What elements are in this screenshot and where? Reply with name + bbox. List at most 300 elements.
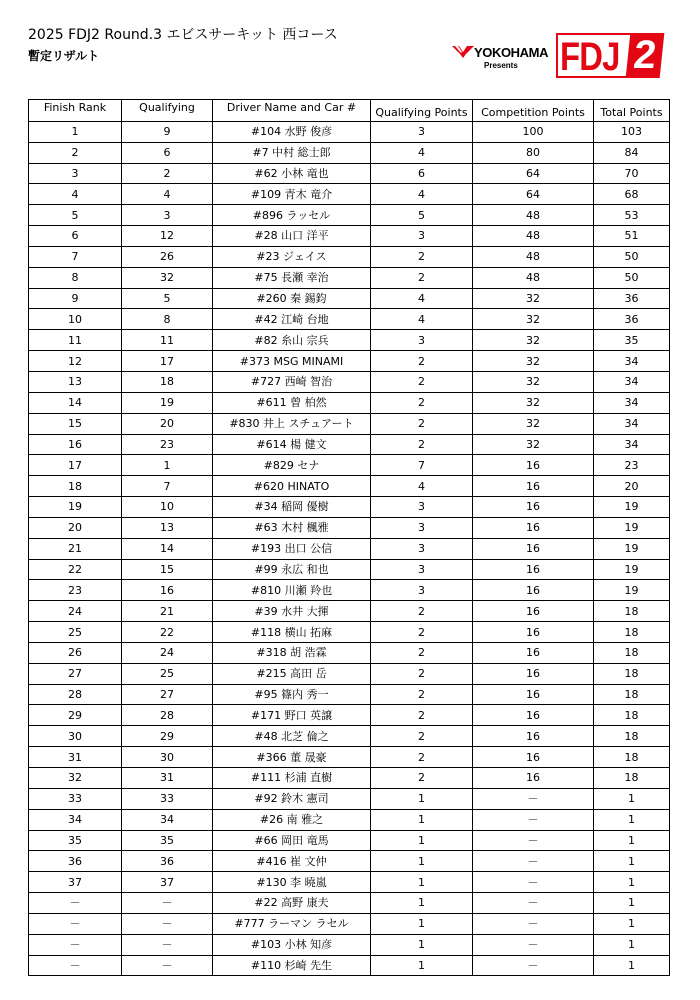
table-row: [29, 809, 670, 830]
total-points-cell: 35: [594, 330, 670, 351]
total-points-cell: 34: [594, 413, 670, 434]
total-points-cell: 68: [594, 184, 670, 205]
table-row: [29, 476, 670, 497]
total-points-cell: 36: [594, 288, 670, 309]
competition-points-cell: 32: [473, 351, 594, 372]
total-points-cell: 19: [594, 559, 670, 580]
driver-cell: #727 西崎 智治: [213, 371, 371, 392]
competition-points-cell: 32: [473, 413, 594, 434]
total-points-cell: 19: [594, 580, 670, 601]
finish-rank-cell: 29: [29, 705, 122, 726]
qualifying-points-cell: 2: [371, 601, 473, 622]
finish-rank-cell: 37: [29, 872, 122, 893]
table-row: [29, 226, 670, 247]
total-points-cell: 18: [594, 684, 670, 705]
qualifying-points-cell: 2: [371, 246, 473, 267]
qualifying-points-cell: 2: [371, 747, 473, 768]
finish-rank-cell: 27: [29, 663, 122, 684]
table-row: [29, 371, 670, 392]
total-points-cell: 1: [594, 934, 670, 955]
total-points-cell: 1: [594, 830, 670, 851]
driver-cell: #896 ラッセル: [213, 205, 371, 226]
driver-cell: #75 長瀬 幸治: [213, 267, 371, 288]
finish-rank-cell: 15: [29, 413, 122, 434]
qualifying-cell: 18: [122, 371, 213, 392]
sponsor-tagline: Presents: [484, 61, 518, 70]
qualifying-points-cell: 1: [371, 934, 473, 955]
driver-cell: #42 江崎 台地: [213, 309, 371, 330]
table-header-row: [29, 100, 670, 122]
driver-cell: #109 青木 竜介: [213, 184, 371, 205]
qualifying-cell: 7: [122, 476, 213, 497]
total-points-cell: 34: [594, 351, 670, 372]
driver-cell: #103 小林 知彦: [213, 934, 371, 955]
finish-rank-cell: 3: [29, 163, 122, 184]
driver-cell: #48 北芝 倫之: [213, 726, 371, 747]
qualifying-points-cell: 2: [371, 622, 473, 643]
total-points-cell: 1: [594, 955, 670, 976]
results-body: [29, 121, 670, 976]
finish-rank-cell: 26: [29, 642, 122, 663]
qualifying-points-cell: 2: [371, 768, 473, 789]
competition-points-cell: 48: [473, 226, 594, 247]
qualifying-points-cell: 2: [371, 726, 473, 747]
total-points-cell: 18: [594, 726, 670, 747]
table-row: [29, 768, 670, 789]
finish-rank-cell: 6: [29, 226, 122, 247]
driver-cell: #614 楊 健文: [213, 434, 371, 455]
qualifying-points-cell: 3: [371, 121, 473, 142]
driver-cell: #63 木村 楓雅: [213, 517, 371, 538]
qualifying-points-cell: 1: [371, 809, 473, 830]
total-points-cell: 18: [594, 768, 670, 789]
finish-rank-cell: 32: [29, 768, 122, 789]
total-points-cell: 34: [594, 434, 670, 455]
qualifying-points-cell: 3: [371, 330, 473, 351]
finish-rank-cell: 8: [29, 267, 122, 288]
finish-rank-cell: －: [29, 913, 122, 934]
qualifying-points-cell: 2: [371, 351, 473, 372]
qualifying-cell: 33: [122, 788, 213, 809]
table-row: [29, 622, 670, 643]
qualifying-points-cell: 1: [371, 872, 473, 893]
competition-points-cell: 32: [473, 371, 594, 392]
total-points-cell: 19: [594, 497, 670, 518]
table-row: [29, 893, 670, 914]
qualifying-cell: －: [122, 913, 213, 934]
driver-cell: #39 水井 大揮: [213, 601, 371, 622]
table-row: [29, 455, 670, 476]
fdj2-logo-number: 2: [626, 33, 665, 78]
qualifying-points-cell: 2: [371, 267, 473, 288]
competition-points-cell: －: [473, 893, 594, 914]
driver-cell: #130 李 曉嵐: [213, 872, 371, 893]
finish-rank-cell: 9: [29, 288, 122, 309]
page-subtitle: 暫定リザルト: [28, 49, 100, 63]
finish-rank-cell: 21: [29, 538, 122, 559]
competition-points-cell: 16: [473, 455, 594, 476]
competition-points-cell: 32: [473, 309, 594, 330]
table-row: [29, 580, 670, 601]
qualifying-cell: 28: [122, 705, 213, 726]
table-row: [29, 184, 670, 205]
qualifying-cell: 2: [122, 163, 213, 184]
driver-cell: #829 セナ: [213, 455, 371, 476]
table-row: [29, 142, 670, 163]
qualifying-points-cell: 3: [371, 538, 473, 559]
table-row: [29, 538, 670, 559]
competition-points-cell: 16: [473, 622, 594, 643]
sponsor-name: YOKOHAMA: [474, 45, 549, 60]
total-points-cell: 53: [594, 205, 670, 226]
qualifying-cell: 17: [122, 351, 213, 372]
competition-points-cell: 64: [473, 163, 594, 184]
table-row: [29, 913, 670, 934]
competition-points-cell: 80: [473, 142, 594, 163]
competition-points-cell: 16: [473, 559, 594, 580]
finish-rank-cell: 23: [29, 580, 122, 601]
qualifying-cell: 23: [122, 434, 213, 455]
qualifying-cell: 25: [122, 663, 213, 684]
driver-cell: #111 杉浦 直樹: [213, 768, 371, 789]
competition-points-cell: 32: [473, 392, 594, 413]
qualifying-cell: 30: [122, 747, 213, 768]
driver-cell: #366 董 晟豪: [213, 747, 371, 768]
driver-cell: #830 井上 スチュアート: [213, 413, 371, 434]
table-row: [29, 684, 670, 705]
finish-rank-cell: 12: [29, 351, 122, 372]
total-points-cell: 50: [594, 246, 670, 267]
competition-points-cell: 48: [473, 205, 594, 226]
qualifying-points-cell: 5: [371, 205, 473, 226]
table-row: [29, 851, 670, 872]
table-row: [29, 497, 670, 518]
competition-points-cell: －: [473, 955, 594, 976]
col-total-points-header: Total Points: [594, 100, 670, 122]
total-points-cell: 23: [594, 455, 670, 476]
competition-points-cell: 16: [473, 497, 594, 518]
table-row: [29, 288, 670, 309]
qualifying-cell: 36: [122, 851, 213, 872]
driver-cell: #777 ラーマン ラセル: [213, 913, 371, 934]
finish-rank-cell: 4: [29, 184, 122, 205]
table-row: [29, 788, 670, 809]
total-points-cell: 34: [594, 392, 670, 413]
total-points-cell: 51: [594, 226, 670, 247]
qualifying-cell: 37: [122, 872, 213, 893]
competition-points-cell: 16: [473, 517, 594, 538]
table-row: [29, 642, 670, 663]
finish-rank-cell: 25: [29, 622, 122, 643]
competition-points-cell: 16: [473, 642, 594, 663]
qualifying-points-cell: 2: [371, 684, 473, 705]
finish-rank-cell: 11: [29, 330, 122, 351]
finish-rank-cell: －: [29, 955, 122, 976]
fdj2-logo: [556, 33, 664, 80]
table-row: [29, 246, 670, 267]
driver-cell: #110 杉崎 先生: [213, 955, 371, 976]
finish-rank-cell: 20: [29, 517, 122, 538]
competition-points-cell: 48: [473, 267, 594, 288]
qualifying-cell: 9: [122, 121, 213, 142]
qualifying-points-cell: 2: [371, 705, 473, 726]
driver-cell: #62 小林 竜也: [213, 163, 371, 184]
driver-cell: #611 曾 柏然: [213, 392, 371, 413]
driver-cell: #23 ジェイス: [213, 246, 371, 267]
qualifying-points-cell: 6: [371, 163, 473, 184]
qualifying-points-cell: 1: [371, 788, 473, 809]
finish-rank-cell: 36: [29, 851, 122, 872]
competition-points-cell: 16: [473, 726, 594, 747]
total-points-cell: 18: [594, 747, 670, 768]
competition-points-cell: －: [473, 788, 594, 809]
table-row: [29, 601, 670, 622]
sponsor-logo: [448, 40, 558, 76]
qualifying-cell: 32: [122, 267, 213, 288]
competition-points-cell: 64: [473, 184, 594, 205]
total-points-cell: 1: [594, 913, 670, 934]
total-points-cell: 1: [594, 809, 670, 830]
competition-points-cell: 100: [473, 121, 594, 142]
qualifying-cell: 29: [122, 726, 213, 747]
competition-points-cell: 16: [473, 684, 594, 705]
competition-points-cell: 32: [473, 330, 594, 351]
competition-points-cell: 16: [473, 580, 594, 601]
table-row: [29, 392, 670, 413]
competition-points-cell: 48: [473, 246, 594, 267]
qualifying-points-cell: 1: [371, 893, 473, 914]
total-points-cell: 18: [594, 601, 670, 622]
table-row: [29, 559, 670, 580]
total-points-cell: 50: [594, 267, 670, 288]
driver-cell: #34 稲岡 優樹: [213, 497, 371, 518]
total-points-cell: 1: [594, 851, 670, 872]
yokohama-mark-icon: [452, 45, 474, 59]
qualifying-cell: 10: [122, 497, 213, 518]
qualifying-cell: －: [122, 955, 213, 976]
qualifying-points-cell: 4: [371, 142, 473, 163]
driver-cell: #620 HINATO: [213, 476, 371, 497]
qualifying-cell: 31: [122, 768, 213, 789]
qualifying-cell: 12: [122, 226, 213, 247]
table-row: [29, 413, 670, 434]
qualifying-points-cell: 3: [371, 497, 473, 518]
qualifying-points-cell: 2: [371, 663, 473, 684]
qualifying-points-cell: 1: [371, 913, 473, 934]
col-qualifying-header: Qualifying: [122, 100, 213, 122]
total-points-cell: 34: [594, 371, 670, 392]
driver-cell: #95 篠内 秀一: [213, 684, 371, 705]
table-row: [29, 205, 670, 226]
qualifying-points-cell: 4: [371, 309, 473, 330]
finish-rank-cell: 5: [29, 205, 122, 226]
driver-cell: #193 出口 公信: [213, 538, 371, 559]
table-row: [29, 517, 670, 538]
col-competition-points-header: Competition Points: [473, 100, 594, 122]
qualifying-cell: 13: [122, 517, 213, 538]
driver-cell: #28 山口 洋平: [213, 226, 371, 247]
qualifying-cell: 24: [122, 642, 213, 663]
driver-cell: #318 胡 浩霖: [213, 642, 371, 663]
total-points-cell: 20: [594, 476, 670, 497]
qualifying-points-cell: 4: [371, 476, 473, 497]
driver-cell: #7 中村 総士郎: [213, 142, 371, 163]
table-row: [29, 351, 670, 372]
qualifying-cell: 19: [122, 392, 213, 413]
total-points-cell: 18: [594, 663, 670, 684]
finish-rank-cell: 28: [29, 684, 122, 705]
driver-cell: #26 南 雅之: [213, 809, 371, 830]
qualifying-cell: 5: [122, 288, 213, 309]
finish-rank-cell: 1: [29, 121, 122, 142]
qualifying-cell: 14: [122, 538, 213, 559]
qualifying-cell: 4: [122, 184, 213, 205]
total-points-cell: 70: [594, 163, 670, 184]
qualifying-points-cell: 3: [371, 580, 473, 601]
competition-points-cell: 32: [473, 288, 594, 309]
finish-rank-cell: 18: [29, 476, 122, 497]
driver-cell: #22 高野 康夫: [213, 893, 371, 914]
qualifying-cell: 15: [122, 559, 213, 580]
finish-rank-cell: 7: [29, 246, 122, 267]
col-finish-rank-header: Finish Rank: [29, 100, 122, 122]
qualifying-points-cell: 2: [371, 413, 473, 434]
driver-cell: #118 横山 拓麻: [213, 622, 371, 643]
table-row: [29, 955, 670, 976]
qualifying-cell: 34: [122, 809, 213, 830]
qualifying-cell: 20: [122, 413, 213, 434]
finish-rank-cell: 2: [29, 142, 122, 163]
qualifying-points-cell: 3: [371, 559, 473, 580]
qualifying-cell: 27: [122, 684, 213, 705]
driver-cell: #104 水野 俊彦: [213, 121, 371, 142]
qualifying-cell: 8: [122, 309, 213, 330]
driver-cell: #373 MSG MINAMI: [213, 351, 371, 372]
driver-cell: #416 崔 文仲: [213, 851, 371, 872]
table-row: [29, 309, 670, 330]
total-points-cell: 103: [594, 121, 670, 142]
driver-cell: #215 高田 岳: [213, 663, 371, 684]
total-points-cell: 18: [594, 705, 670, 726]
qualifying-points-cell: 1: [371, 851, 473, 872]
table-row: [29, 163, 670, 184]
table-row: [29, 330, 670, 351]
page-title: 2025 FDJ2 Round.3 エビスサーキット 西コース: [28, 27, 338, 43]
competition-points-cell: 16: [473, 768, 594, 789]
driver-cell: #810 川瀬 羚也: [213, 580, 371, 601]
qualifying-points-cell: 1: [371, 955, 473, 976]
qualifying-points-cell: 7: [371, 455, 473, 476]
qualifying-points-cell: 4: [371, 288, 473, 309]
table-row: [29, 705, 670, 726]
finish-rank-cell: －: [29, 893, 122, 914]
total-points-cell: 1: [594, 788, 670, 809]
driver-cell: #260 秦 錫鈞: [213, 288, 371, 309]
competition-points-cell: 16: [473, 705, 594, 726]
total-points-cell: 1: [594, 893, 670, 914]
total-points-cell: 84: [594, 142, 670, 163]
finish-rank-cell: 14: [29, 392, 122, 413]
competition-points-cell: －: [473, 913, 594, 934]
total-points-cell: 1: [594, 872, 670, 893]
qualifying-points-cell: 4: [371, 184, 473, 205]
competition-points-cell: －: [473, 872, 594, 893]
finish-rank-cell: 16: [29, 434, 122, 455]
competition-points-cell: 16: [473, 538, 594, 559]
qualifying-points-cell: 2: [371, 434, 473, 455]
driver-cell: #99 永広 和也: [213, 559, 371, 580]
competition-points-cell: 16: [473, 663, 594, 684]
qualifying-cell: 3: [122, 205, 213, 226]
qualifying-cell: 26: [122, 246, 213, 267]
table-row: [29, 267, 670, 288]
competition-points-cell: 16: [473, 747, 594, 768]
qualifying-points-cell: 2: [371, 392, 473, 413]
finish-rank-cell: 13: [29, 371, 122, 392]
driver-cell: #66 岡田 竜馬: [213, 830, 371, 851]
competition-points-cell: －: [473, 830, 594, 851]
table-row: [29, 726, 670, 747]
driver-cell: #171 野口 英譲: [213, 705, 371, 726]
finish-rank-cell: 31: [29, 747, 122, 768]
competition-points-cell: －: [473, 934, 594, 955]
table-row: [29, 872, 670, 893]
total-points-cell: 19: [594, 517, 670, 538]
qualifying-points-cell: 2: [371, 371, 473, 392]
qualifying-cell: 21: [122, 601, 213, 622]
qualifying-points-cell: 2: [371, 642, 473, 663]
total-points-cell: 19: [594, 538, 670, 559]
finish-rank-cell: 30: [29, 726, 122, 747]
qualifying-points-cell: 1: [371, 830, 473, 851]
finish-rank-cell: 24: [29, 601, 122, 622]
finish-rank-cell: 34: [29, 809, 122, 830]
table-row: [29, 830, 670, 851]
qualifying-cell: 6: [122, 142, 213, 163]
qualifying-points-cell: 3: [371, 226, 473, 247]
total-points-cell: 36: [594, 309, 670, 330]
table-row: [29, 934, 670, 955]
col-qualifying-points-header: Qualifying Points: [371, 100, 473, 122]
qualifying-cell: －: [122, 934, 213, 955]
col-driver-header: Driver Name and Car #: [213, 100, 371, 122]
fdj2-logo-text: FDJ: [560, 35, 620, 79]
qualifying-cell: 16: [122, 580, 213, 601]
qualifying-cell: 35: [122, 830, 213, 851]
qualifying-cell: 22: [122, 622, 213, 643]
finish-rank-cell: 35: [29, 830, 122, 851]
qualifying-cell: 1: [122, 455, 213, 476]
qualifying-points-cell: 3: [371, 517, 473, 538]
driver-cell: #82 糸山 宗兵: [213, 330, 371, 351]
competition-points-cell: －: [473, 851, 594, 872]
competition-points-cell: －: [473, 809, 594, 830]
finish-rank-cell: －: [29, 934, 122, 955]
finish-rank-cell: 22: [29, 559, 122, 580]
finish-rank-cell: 33: [29, 788, 122, 809]
competition-points-cell: 16: [473, 601, 594, 622]
table-row: [29, 121, 670, 142]
driver-cell: #92 鈴木 憲司: [213, 788, 371, 809]
total-points-cell: 18: [594, 642, 670, 663]
table-row: [29, 747, 670, 768]
total-points-cell: 18: [594, 622, 670, 643]
finish-rank-cell: 19: [29, 497, 122, 518]
qualifying-cell: 11: [122, 330, 213, 351]
competition-points-cell: 32: [473, 434, 594, 455]
results-table: [28, 99, 670, 976]
competition-points-cell: 16: [473, 476, 594, 497]
